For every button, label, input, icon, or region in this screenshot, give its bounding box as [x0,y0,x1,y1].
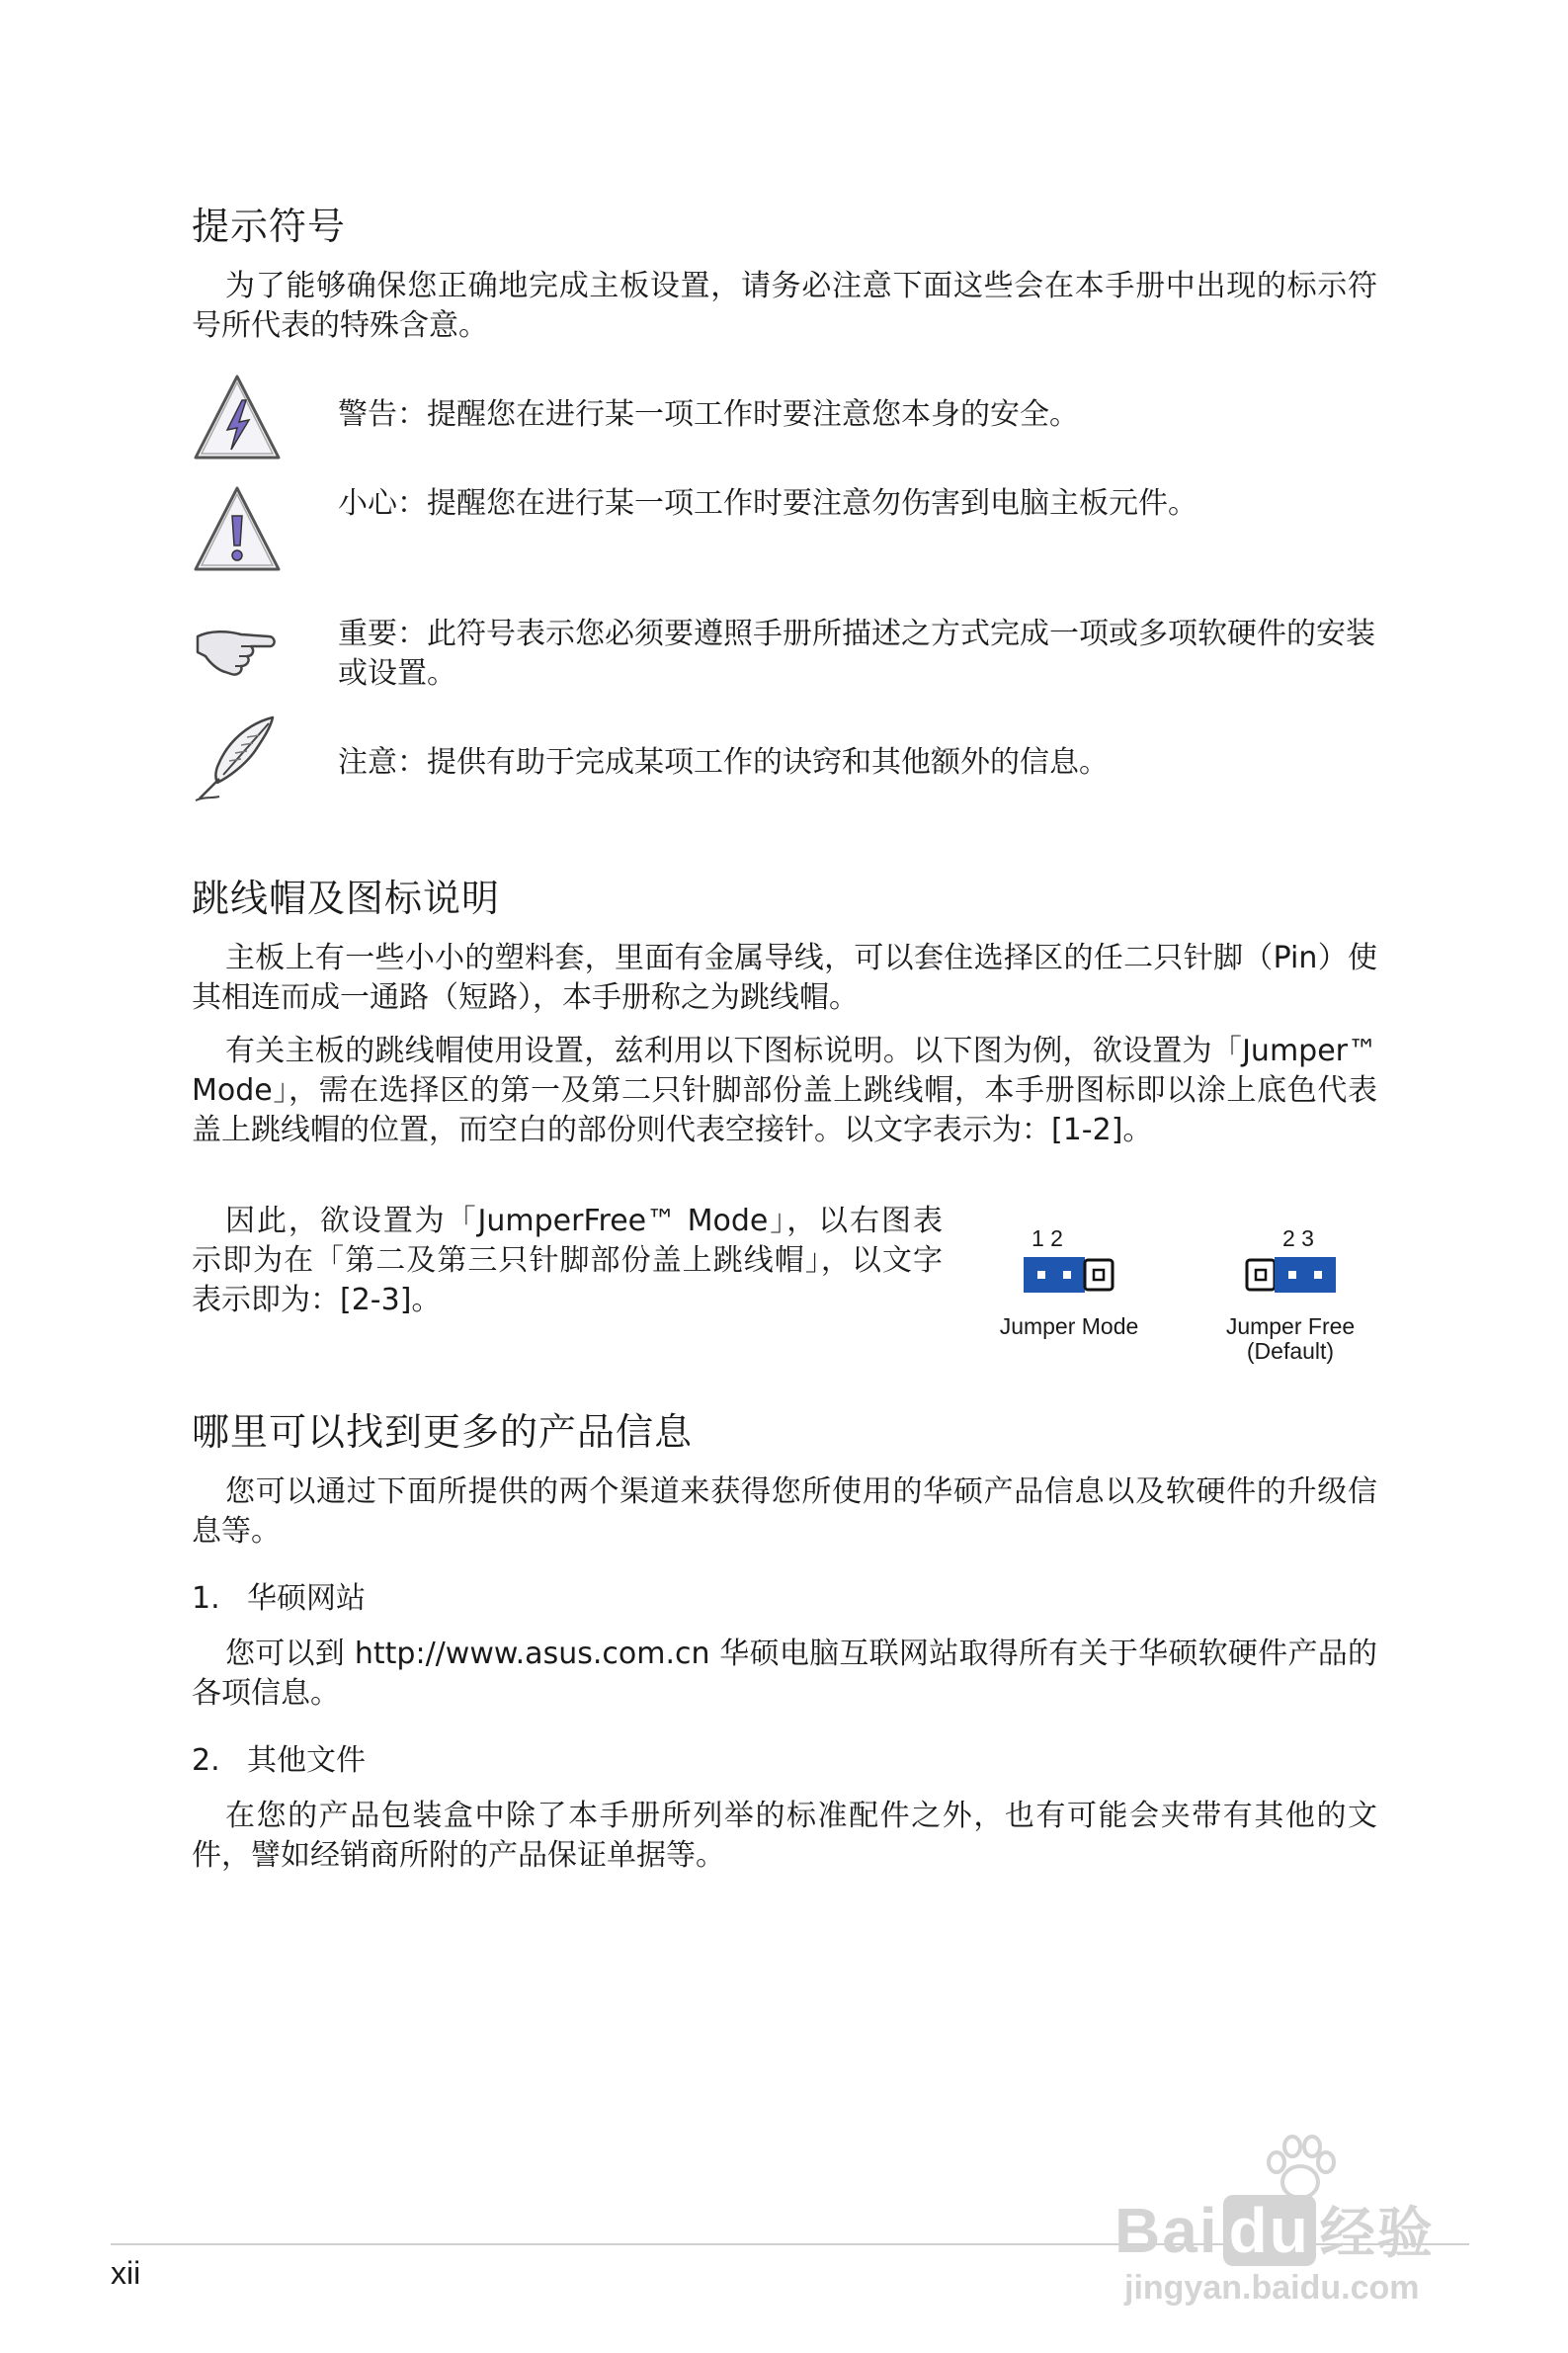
jumperfree-pin-numbers: 2 3 [1282,1225,1314,1251]
jumper-mode-header [1024,1257,1114,1293]
list-item-asus-site [192,1579,366,1619]
note-feather-icon [190,710,285,804]
jumper-paragraph-1: 主板上有一些小小的塑料套，里面有金属导线，可以套住选择区的任二只针脚（Pin）使其相连而成一通路（短路），本手册称之为跳线帽。 [192,941,1377,1015]
notice-caution-text: 小心：提醒您在进行某一项工作时要注意勿伤害到电脑主板元件。 [338,486,1197,521]
list-item-other-docs [192,1741,366,1781]
notice-warning-text: 警告：提醒您在进行某一项工作时要注意您本身的安全。 [338,397,1079,432]
section-intro-symbols: 为了能够确保您正确地完成主板设置，请务必注意下面这些会在本手册中出现的标示符号所代表的特殊含意。 [192,269,1377,343]
jumper-paragraph-3: 因此，欲设置为「JumperFree™ Mode」，以右图表示即为在「第二及第三只针脚部份盖上跳线帽」，以文字表示即为：[2-3]。 [192,1204,943,1317]
watermark-url: jingyan.baidu.com [1124,2269,1420,2307]
section-title-more-info: 哪里可以找到更多的产品信息 [192,1410,694,1454]
list-item-number: 1. [192,1581,220,1616]
more-info-intro: 您可以通过下面所提供的两个渠道来获得您所使用的华硕产品信息以及软硬件的升级信息等。 [192,1474,1377,1549]
watermark-brand-highlight: du [1223,2195,1316,2266]
jumperfree-label-line2: (Default) [1246,1338,1335,1364]
jumper-mode-label: Jumper Mode [999,1313,1139,1339]
jumperfree-label [1207,1314,1373,1364]
list-item-title: 华硕网站 [247,1581,366,1616]
list-item-number: 2. [192,1743,220,1778]
other-docs-text: 在您的产品包装盒中除了本手册所列举的标准配件之外，也有可能会夹带有其他的文件，譬如经销商所附的产品保证单据等。 [192,1799,1377,1873]
baidu-jingyan-watermark [1114,2135,1490,2312]
jumperfree-header [1245,1257,1336,1293]
important-hand-icon [190,601,285,696]
notice-note-text: 注意：提供有助于完成某项工作的诀窍和其他额外的信息。 [338,745,1109,780]
watermark-brand-cn: 经验 [1319,2202,1435,2264]
jumper-mode-pin-numbers: 1 2 [1032,1225,1063,1251]
section-title-symbols: 提示符号 [192,205,347,248]
section-title-jumper: 跳线帽及图标说明 [192,877,501,920]
jumper-paragraph-2: 有关主板的跳线帽使用设置，兹利用以下图标说明。以下图为例，欲设置为「Jumper™ Mode」，需在选择区的第一及第二只针脚部份盖上跳线帽，本手册图标即以涂上底色代表盖上跳线帽的位置，而空白的部份则代表空接针。以文字表示为：[1-2]。 [192,1034,1377,1147]
watermark-brand: Bai [1114,2195,1219,2266]
notice-important-text: 重要：此符号表示您必须要遵照手册所描述之方式完成一项或多项软硬件的安装或设置。 [338,617,1375,691]
warning-lightning-icon [190,371,285,465]
asus-site-text: 您可以到 http://www.asus.com.cn 华硕电脑互联网站取得所有关于华硕软硬件产品的各项信息。 [192,1637,1377,1711]
baidu-jingyan-logo-text [1114,2190,1435,2269]
jumperfree-label-line1: Jumper Free [1225,1313,1356,1339]
caution-exclamation-icon [190,482,285,577]
list-item-title: 其他文件 [247,1743,366,1778]
page-number: xii [111,2255,141,2291]
